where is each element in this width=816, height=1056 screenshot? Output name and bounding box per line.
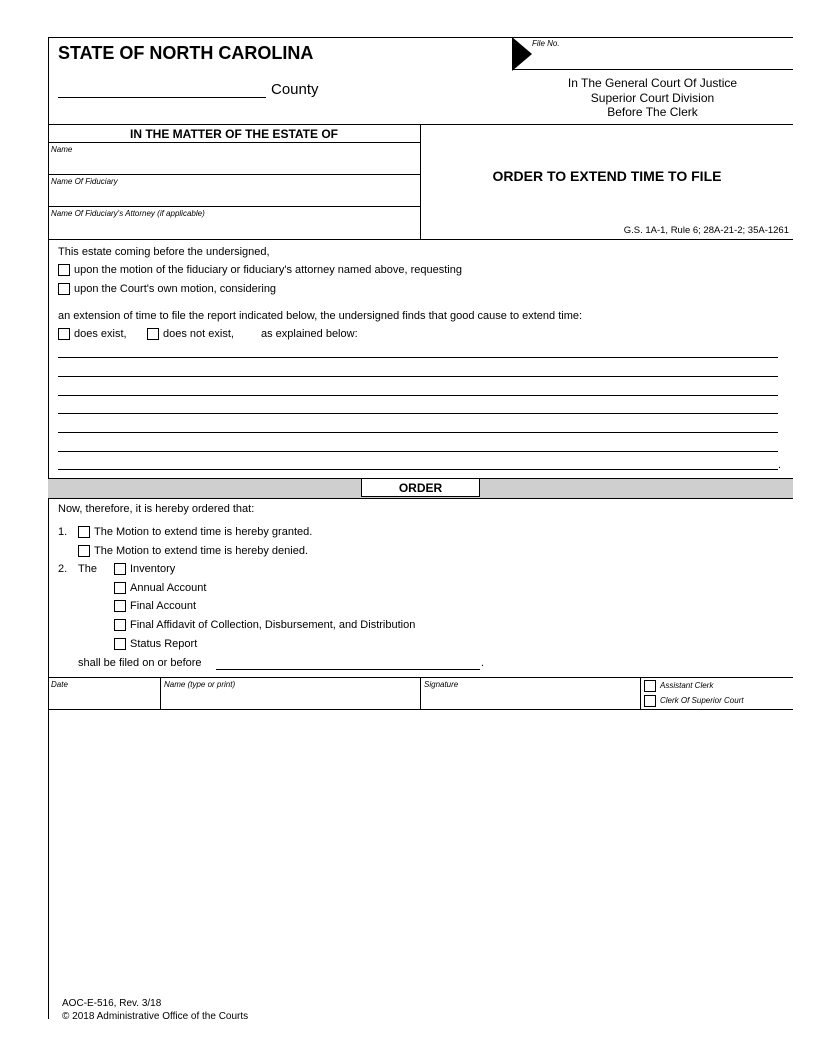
report-status-label: Status Report [130,638,198,650]
final-account-checkbox[interactable] [114,600,126,612]
does-exist-checkbox[interactable] [58,328,70,340]
inventory-checkbox[interactable] [114,563,126,575]
does-not-exist-label: does not exist, [163,328,234,340]
order-intro: Now, therefore, it is hereby ordered that: [58,503,255,515]
file-no-arrow-icon [512,37,532,71]
report-final-affidavit-label: Final Affidavit of Collection, Disbursement, and Distribution [130,619,416,631]
item-2-the: The [78,563,97,575]
report-annual-account-label: Annual Account [130,582,207,594]
order-heading: ORDER [361,478,480,497]
report-inventory-label: Inventory [130,563,176,575]
state-title: STATE OF NORTH CAROLINA [58,43,314,63]
explanation-line[interactable] [58,413,778,414]
file-no-input-line[interactable] [512,69,793,70]
explanation-period: . [778,459,782,471]
denied-checkbox[interactable] [78,545,90,557]
signature-divider [640,677,641,709]
assistant-clerk-label: Assistant Clerk [660,681,714,690]
signature-divider [420,677,421,709]
explanation-line[interactable] [58,376,778,377]
attorney-label: Name Of Fiduciary's Attorney (if applicable) [51,209,205,218]
name-field-line [48,174,420,175]
explanation-line[interactable] [58,357,778,358]
item-1-number: 1. [58,526,68,538]
motion-checkbox[interactable] [58,264,70,276]
name-print-label: Name (type or print) [164,680,236,689]
denied-label: The Motion to extend time is hereby denied. [94,545,309,557]
signature-divider [160,677,161,709]
explanation-line[interactable] [58,395,778,396]
extension-text: an extension of time to file the report indicated below, the undersigned finds that good cause to extend time: [58,310,583,322]
final-affidavit-checkbox[interactable] [114,619,126,631]
filed-before-date-line[interactable] [216,669,480,670]
assistant-clerk-checkbox[interactable] [644,680,656,692]
granted-label: The Motion to extend time is hereby granted. [94,526,313,538]
court-line-2: Superior Court Division [590,90,715,105]
does-exist-label: does exist, [74,328,127,340]
file-no-label: File No. [532,39,560,48]
footer [62,998,248,1023]
form-number: AOC-E-516, Rev. 3/18 [62,998,162,1009]
signature-label: Signature [424,680,459,689]
court-line-1: In The General Court Of Justice [567,76,738,90]
name-label: Name [51,145,73,154]
left-border [48,37,49,1019]
report-final-account-label: Final Account [130,600,197,612]
estate-heading: IN THE MATTER OF THE ESTATE OF [130,127,338,141]
estate-box-bottom [48,239,793,240]
findings-intro: This estate coming before the undersigned, [58,246,270,258]
fiduciary-label: Name Of Fiduciary [51,177,118,186]
form-title: ORDER TO EXTEND TIME TO FILE [492,168,722,184]
clerk-superior-label: Clerk Of Superior Court [660,696,744,705]
as-explained-label: as explained below: [261,328,358,340]
motion-option-label: upon the motion of the fiduciary or fiduciary's attorney named above, requesting [74,264,462,276]
court-motion-checkbox[interactable] [58,283,70,295]
item-2-number: 2. [58,563,68,575]
statute-reference: G.S. 1A-1, Rule 6; 28A-21-2; 35A-1261 [623,225,789,236]
annual-account-checkbox[interactable] [114,582,126,594]
does-not-exist-checkbox[interactable] [147,328,159,340]
county-label: County [271,81,319,98]
filed-before-label: shall be filed on or before [78,657,202,669]
clerk-superior-checkbox[interactable] [644,695,656,707]
estate-heading-line [48,142,420,143]
explanation-line[interactable] [58,451,778,452]
county-input-line[interactable] [58,97,266,98]
copyright: © 2018 Administrative Office of the Courts [62,1010,249,1022]
court-designation [512,76,793,120]
court-motion-option-label: upon the Court's own motion, considering [74,283,277,295]
top-border [48,37,793,38]
date-label: Date [51,680,68,689]
status-report-checkbox[interactable] [114,638,126,650]
court-line-3: Before The Clerk [607,105,698,119]
granted-checkbox[interactable] [78,526,90,538]
filed-before-period: . [481,657,485,669]
explanation-line[interactable] [58,469,778,470]
explanation-line[interactable] [58,432,778,433]
fiduciary-field-line [48,206,420,207]
signature-row-bottom [48,709,793,710]
